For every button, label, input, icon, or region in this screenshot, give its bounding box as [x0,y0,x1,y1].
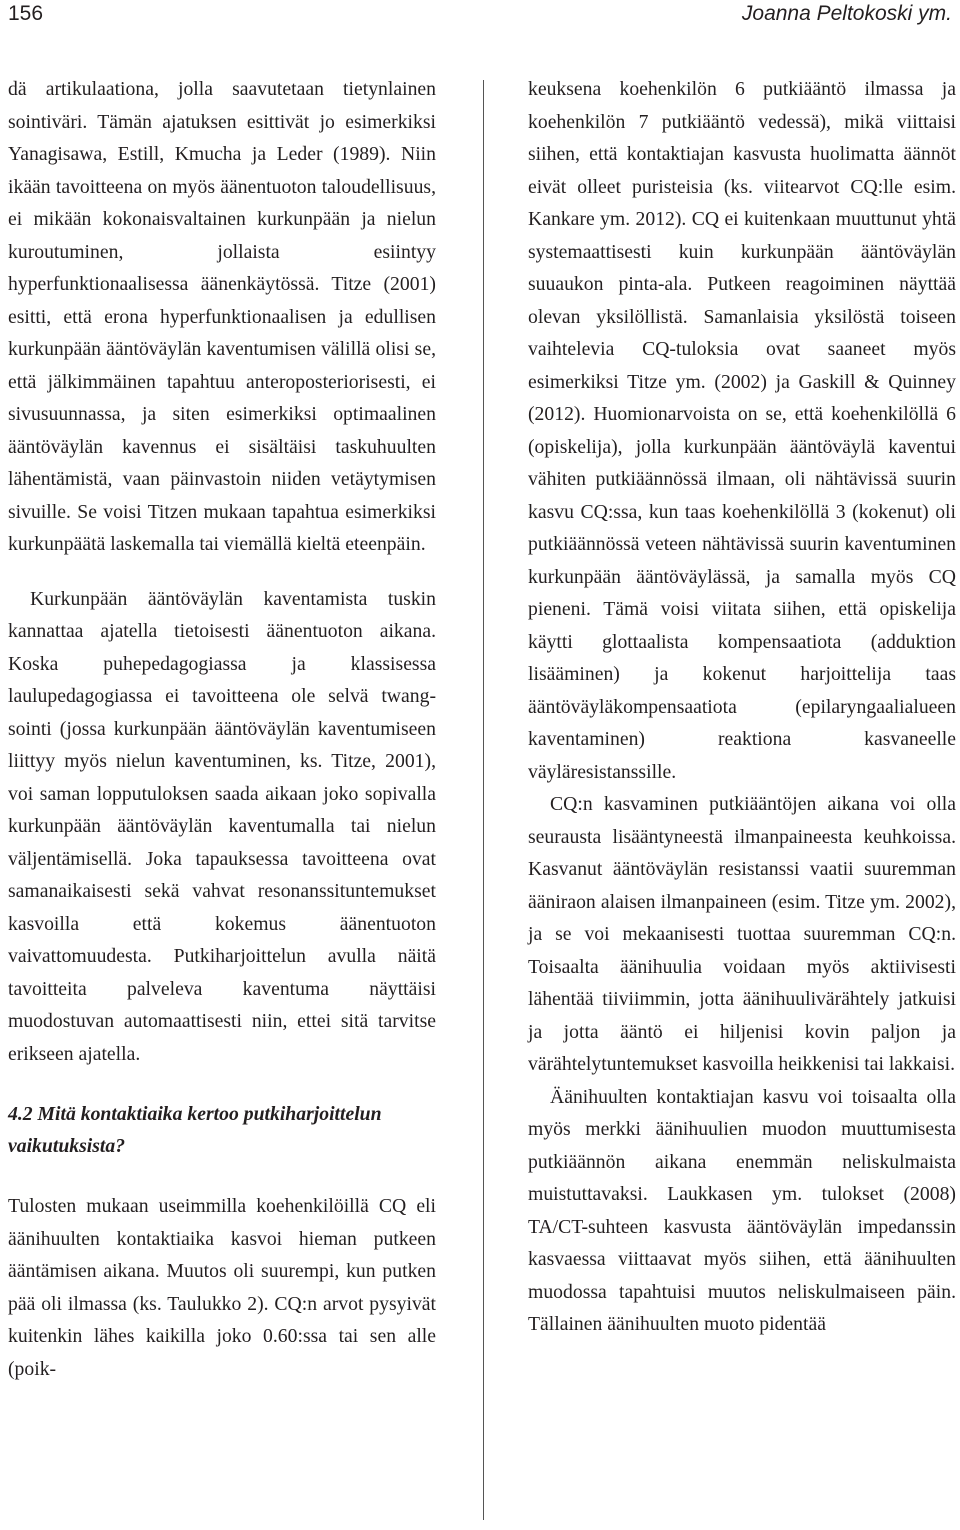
body-paragraph: Äänihuulten kontaktiajan kasvu voi toisaalta olla myös merkki äänihuulien muodon muuttumisesta putkiäännön aikana enemmän neliskulmaista muistuttavaksi. Laukkasen ym. tulokset (2008) TA/CT-suhteen kasvusta ääntöväylän impedanssin kasvaessa viittaavat myös siihen, että äänihuulten muodossa tapahtuisi muutos neliskulmaiseen päin. Tällainen äänihuulten muoto pidentää [528,1085,956,1335]
body-paragraph: dä artikulaationa, jolla saavutetaan tietynlainen sointiväri. Tämän ajatuksen esittivät jo esimerkiksi Yanagisawa, Estill, Kmucha ja Leder (1989). Niin ikään tavoitteena on myös äänentuoton taloudellisuus, ei mikään kokonaisvaltainen kurkunpään ja nielun kuroutuminen, jollaista esiintyy hyperfunktionaalisessa äänenkäytössä. Titze (2001) esitti, että erona hyperfunktionaalisen ja edullisen kurkunpään ääntöväylän kaventumisen välillä olisi se, että jälkimmäinen tapahtuu anteroposteriorisesti, ei sivusuunnassa, ja siten esimerkiksi optimaalinen ääntöväylän kavennus ei sisältäisi taskuhuulten lähentämistä, vaan päinvastoin niiden vetäytymisen sivuille. Se voisi Titzen mukaan tapahtua esimerkiksi kurkunpäätä laskemalla tai viemällä kieltä eteenpäin. [8,78,436,555]
body-paragraph: Kurkunpään ääntöväylän kaventamista tuskin kannattaa ajatella tietoisesti äänentuoton aikana. Koska puhepedagogiassa ja klassisessa laulupedagogiassa ei tavoitteena ole selvä twang-sointi (jossa kurkunpään ääntöväylän kaventumiseen liittyy myös nielun kaventuminen, ks. Titze, 2001), voi saman lopputuloksen saada aikaan joko sopivalla kurkunpään ääntöväylän kaventumalla tai nielun väljentämisellä. Joka tapauksessa tavoitteena ovat samanaikaisesti sekä vahvat resonanssituntemukset kasvoilla että kokemus äänentuoton vaivattomuudesta. Putkiharjoittelun avulla näitä tavoitteita palveleva kaventuma näyttäisi muodostuvan automaattisesti niin, ettei sitä tarvitse erikseen ajatella. [8,587,436,1065]
page-number: 156 [8,2,44,25]
body-paragraph: keuksena koehenkilön 6 putkiääntö ilmassa ja koehenkilön 7 putkiääntö vedessä), mikä viittaisi siihen, että kontaktiajan kasvusta huolimatta äännöt eivät olleet puristeisia (ks. viitearvot CQ:lle esim. Kankare ym. 2012). CQ ei kuitenkaan muuttunut yhtä systemaattisesti kuin kurkunpään ääntöväylän suuaukon pinta-ala. Putkeen reagoiminen näyttää olevan yksilöllistä. Samanlaisia yksilöstä toiseen vaihtelevia CQ-tuloksia ovat saaneet myös esimerkiksi Titze ym. (2002) ja Gaskill & Quinney (2012). Huomionarvoista on se, että koehenkilöllä 6 (opiskelija), jolla kurkunpään ääntöväylä kaventui vähiten putkiäännössä ilmaan, oli nähtävissä suurin kasvu CQ:ssa, kun taas koehenkilöllä 3 (kokenut) oli putkiäännössä veteen nähtävissä suurin kaventuminen kurkunpään ääntöväylässä, ja samalla myös CQ pieneni. Tämä voisi viitata siihen, että opiskelija käytti glottaalista kompensaatiota (adduktion lisääminen) ja kokenut harjoittelija taas ääntöväyläkompensaatiota (epilaryngaalialueen kaventaminen) reaktiona kasvaneelle väyläresistanssille. [528,78,956,783]
right-column [528,73,956,1341]
body-paragraph: Tulosten mukaan useimmilla koehenkilöillä CQ eli äänihuulten kontaktiaika kasvoi hieman putkeen ääntämisen aikana. Muutos oli suurempi, kun putken pää oli ilmassa (ks. Taulukko 2). CQ:n arvot pysyivät kuitenkin lähes kaikilla joko 0.60:ssa tai sen alle (poik- [8,1195,436,1380]
left-column [8,73,436,1385]
body-paragraph: CQ:n kasvaminen putkiääntöjen aikana voi olla seurausta lisääntyneestä ilmanpaineesta keuhkoissa. Kasvanut ääntöväylän resistanssi vaatii suuremman ääniraon alaisen ilmanpaineen (esim. Titze ym. 2002), ja se voi mekaanisesti tuottaa suuremman CQ:n. Toisaalta äänihuulia voidaan myös aktiivisesti lähentää tiiviimmin, jotta äänihuulivärähtely jatkuisi ja jotta ääntö ei hiljenisi kovin paljon ja värähtelytuntemukset kasvoilla heikkenisi tai lakkaisi. [528,793,956,1075]
section-heading: 4.2 Mitä kontaktiaika kertoo putkiharjoittelun vaikutuksista? [8,1103,382,1157]
running-header [0,0,960,30]
running-title: Joanna Peltokoski ym. [741,2,952,25]
column-divider [483,80,484,1520]
